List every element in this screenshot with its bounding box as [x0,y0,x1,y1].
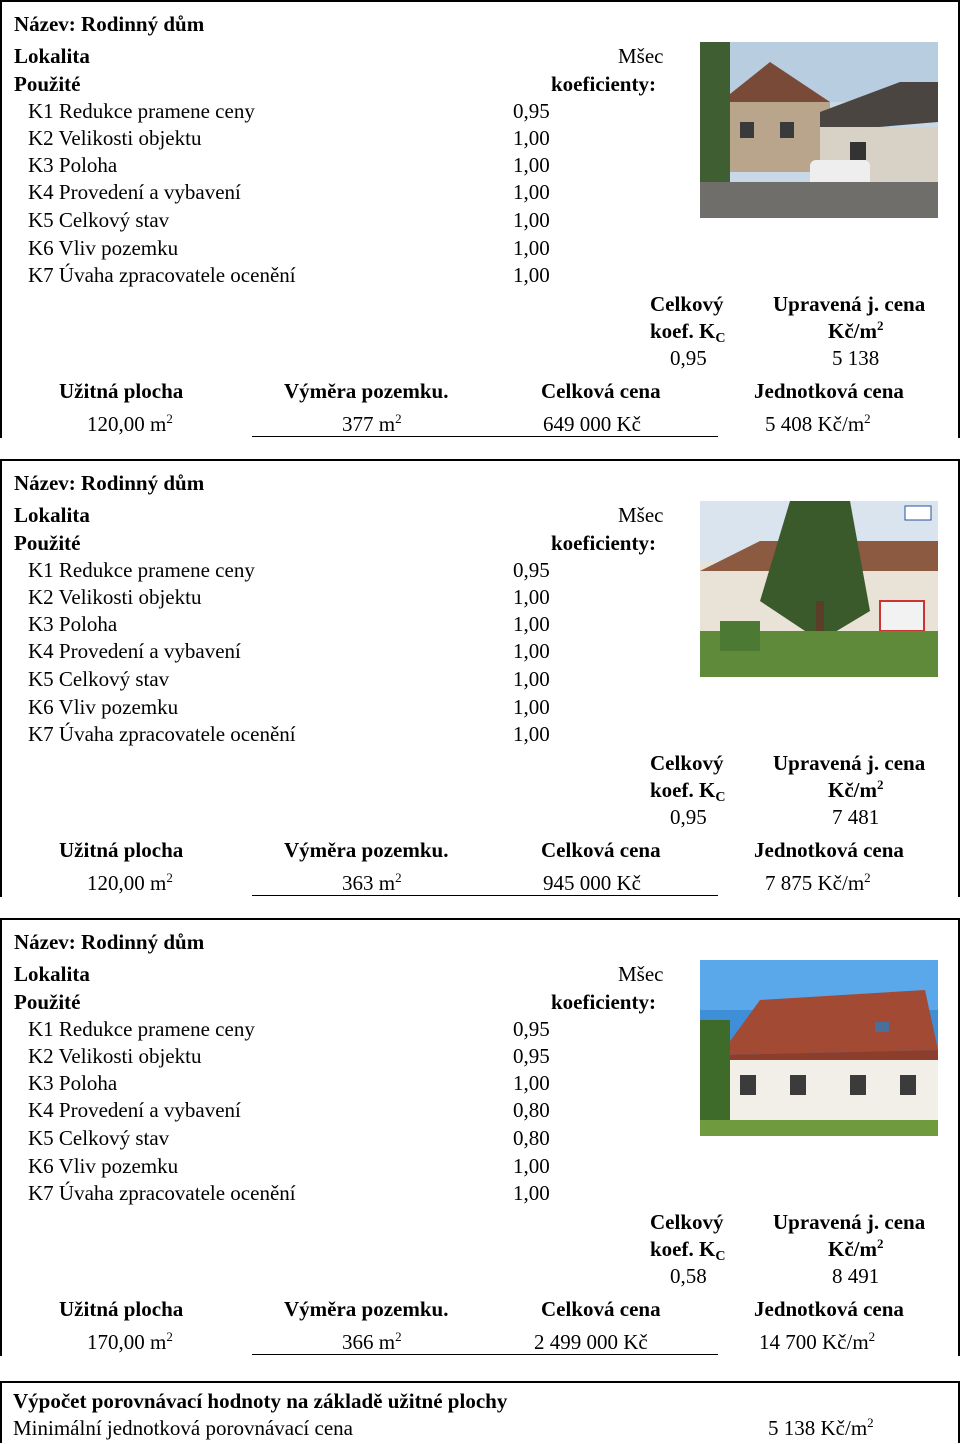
coef-value: 1,00 [513,667,550,691]
listing-card-2 [0,459,960,897]
house-photo [700,42,938,218]
coef-value: 0,80 [513,1126,550,1150]
adjusted-price-label: Upravená j. cena [773,292,926,316]
coef-value: 1,00 [513,695,550,719]
total-coef-value: 0,95 [670,346,707,370]
header-total: Celková cena [541,379,661,403]
adjusted-price-unit: $Kč/m^2$ [828,1236,884,1261]
coef-label: K6 Vliv pozemku [28,236,179,260]
coef-label: K1 Redukce pramene ceny [28,558,255,582]
lokalita-label: Lokalita [14,503,90,527]
underline [252,1354,718,1355]
coef-label: K2 Velikosti objektu [28,585,202,609]
area-value: 120,00 $m^2$ [87,411,173,436]
total-coef-label: Celkový [650,292,724,316]
total-price-value: 2 499 000 Kč [534,1330,648,1354]
coef-label: K3 Poloha [28,612,118,636]
coef-label: K7 Úvaha zpracovatele ocenění [28,263,296,287]
coef-value: 0,95 [513,1017,550,1041]
coef-value: 1,00 [513,1181,550,1205]
adjusted-price-unit: $Kč/m^2$ [828,318,884,343]
header-land: Výměra pozemku. [284,379,449,403]
underline [252,436,718,437]
adjusted-price-value: 5 138 [832,346,880,370]
header-area: Užitná plocha [59,379,184,403]
coef-label: K2 Velikosti objektu [28,126,202,150]
header-land: Výměra pozemku. [284,838,449,862]
total-price-value: 649 000 Kč [543,412,641,436]
lokalita-label: Lokalita [14,962,90,986]
coef-label: K7 Úvaha zpracovatele ocenění [28,722,296,746]
coef-value: 1,00 [513,612,550,636]
coef-label: K4 Provedení a vybavení [28,180,241,204]
house-photo-image [700,42,938,218]
total-coef-label: Celkový [650,751,724,775]
underline [252,895,718,896]
coef-value: 1,00 [513,208,550,232]
pouzite-label: Použité [14,531,81,555]
house-photo-image [700,501,938,677]
coef-label: K7 Úvaha zpracovatele ocenění [28,1181,296,1205]
lokalita-value: Mšec [618,44,664,68]
listing-card-1 [0,0,960,438]
lokalita-value: Mšec [618,962,664,986]
coef-value: 1,00 [513,153,550,177]
coef-label: K5 Celkový stav [28,208,170,232]
adjusted-price-value: 8 491 [832,1264,880,1288]
coef-label: K3 Poloha [28,153,118,177]
coef-label: K1 Redukce pramene ceny [28,99,255,123]
land-value: 377 $m^2$ [342,411,402,436]
total-coef-label: koef. $K_C$ [650,1237,726,1264]
house-photo-image [700,960,938,1136]
land-value: 363 $m^2$ [342,870,402,895]
coef-label: K6 Vliv pozemku [28,695,179,719]
coef-value: 0,95 [513,99,550,123]
header-total: Celková cena [541,1297,661,1321]
koeficienty-label: koeficienty: [551,531,656,555]
unit-price-value: 5 408 $Kč/m^2$ [765,411,871,436]
coef-value: 1,00 [513,236,550,260]
lokalita-value: Mšec [618,503,664,527]
coef-value: 1,00 [513,180,550,204]
koeficienty-label: koeficienty: [551,990,656,1014]
house-photo [700,501,938,677]
summary-box [0,1381,960,1443]
total-coef-value: 0,95 [670,805,707,829]
header-land: Výměra pozemku. [284,1297,449,1321]
area-value: 120,00 $m^2$ [87,870,173,895]
adjusted-price-unit: $Kč/m^2$ [828,777,884,802]
coef-label: K5 Celkový stav [28,667,170,691]
header-unit: Jednotková cena [754,1297,904,1321]
pouzite-label: Použité [14,72,81,96]
listing-title: Název: Rodinný dům [14,12,205,36]
unit-price-value: 14 700 $Kč/m^2$ [759,1329,876,1354]
total-coef-value: 0,58 [670,1264,707,1288]
coef-label: K6 Vliv pozemku [28,1154,179,1178]
coef-value: 1,00 [513,126,550,150]
total-price-value: 945 000 Kč [543,871,641,895]
summary-min-label: Minimální jednotková porovnávací cena [13,1416,353,1440]
lokalita-label: Lokalita [14,44,90,68]
coef-label: K3 Poloha [28,1071,118,1095]
land-value: 366 $m^2$ [342,1329,402,1354]
unit-price-value: 7 875 $Kč/m^2$ [765,870,871,895]
koeficienty-label: koeficienty: [551,72,656,96]
coef-value: 0,95 [513,558,550,582]
coef-label: K2 Velikosti objektu [28,1044,202,1068]
listing-title: Název: Rodinný dům [14,930,205,954]
coef-value: 0,95 [513,1044,550,1068]
total-coef-label: koef. $K_C$ [650,778,726,805]
header-unit: Jednotková cena [754,379,904,403]
coef-value: 1,00 [513,263,550,287]
coef-value: 1,00 [513,722,550,746]
header-unit: Jednotková cena [754,838,904,862]
header-total: Celková cena [541,838,661,862]
house-photo [700,960,938,1136]
summary-title: Výpočet porovnávací hodnoty na základě užitné plochy [13,1389,508,1413]
coef-label: K5 Celkový stav [28,1126,170,1150]
header-area: Užitná plocha [59,1297,184,1321]
area-value: 170,00 $m^2$ [87,1329,173,1354]
total-coef-label: Celkový [650,1210,724,1234]
coef-value: 1,00 [513,1071,550,1095]
coef-label: K4 Provedení a vybavení [28,639,241,663]
adjusted-price-value: 7 481 [832,805,880,829]
listing-card-3 [0,918,960,1356]
adjusted-price-label: Upravená j. cena [773,1210,926,1234]
header-area: Užitná plocha [59,838,184,862]
coef-value: 0,80 [513,1098,550,1122]
total-coef-label: koef. $K_C$ [650,319,726,346]
coef-label: K4 Provedení a vybavení [28,1098,241,1122]
listing-title: Název: Rodinný dům [14,471,205,495]
summary-min-value: 5 138 $Kč/m^2$ [768,1415,874,1440]
coef-label: K1 Redukce pramene ceny [28,1017,255,1041]
coef-value: 1,00 [513,585,550,609]
adjusted-price-label: Upravená j. cena [773,751,926,775]
coef-value: 1,00 [513,639,550,663]
pouzite-label: Použité [14,990,81,1014]
coef-value: 1,00 [513,1154,550,1178]
